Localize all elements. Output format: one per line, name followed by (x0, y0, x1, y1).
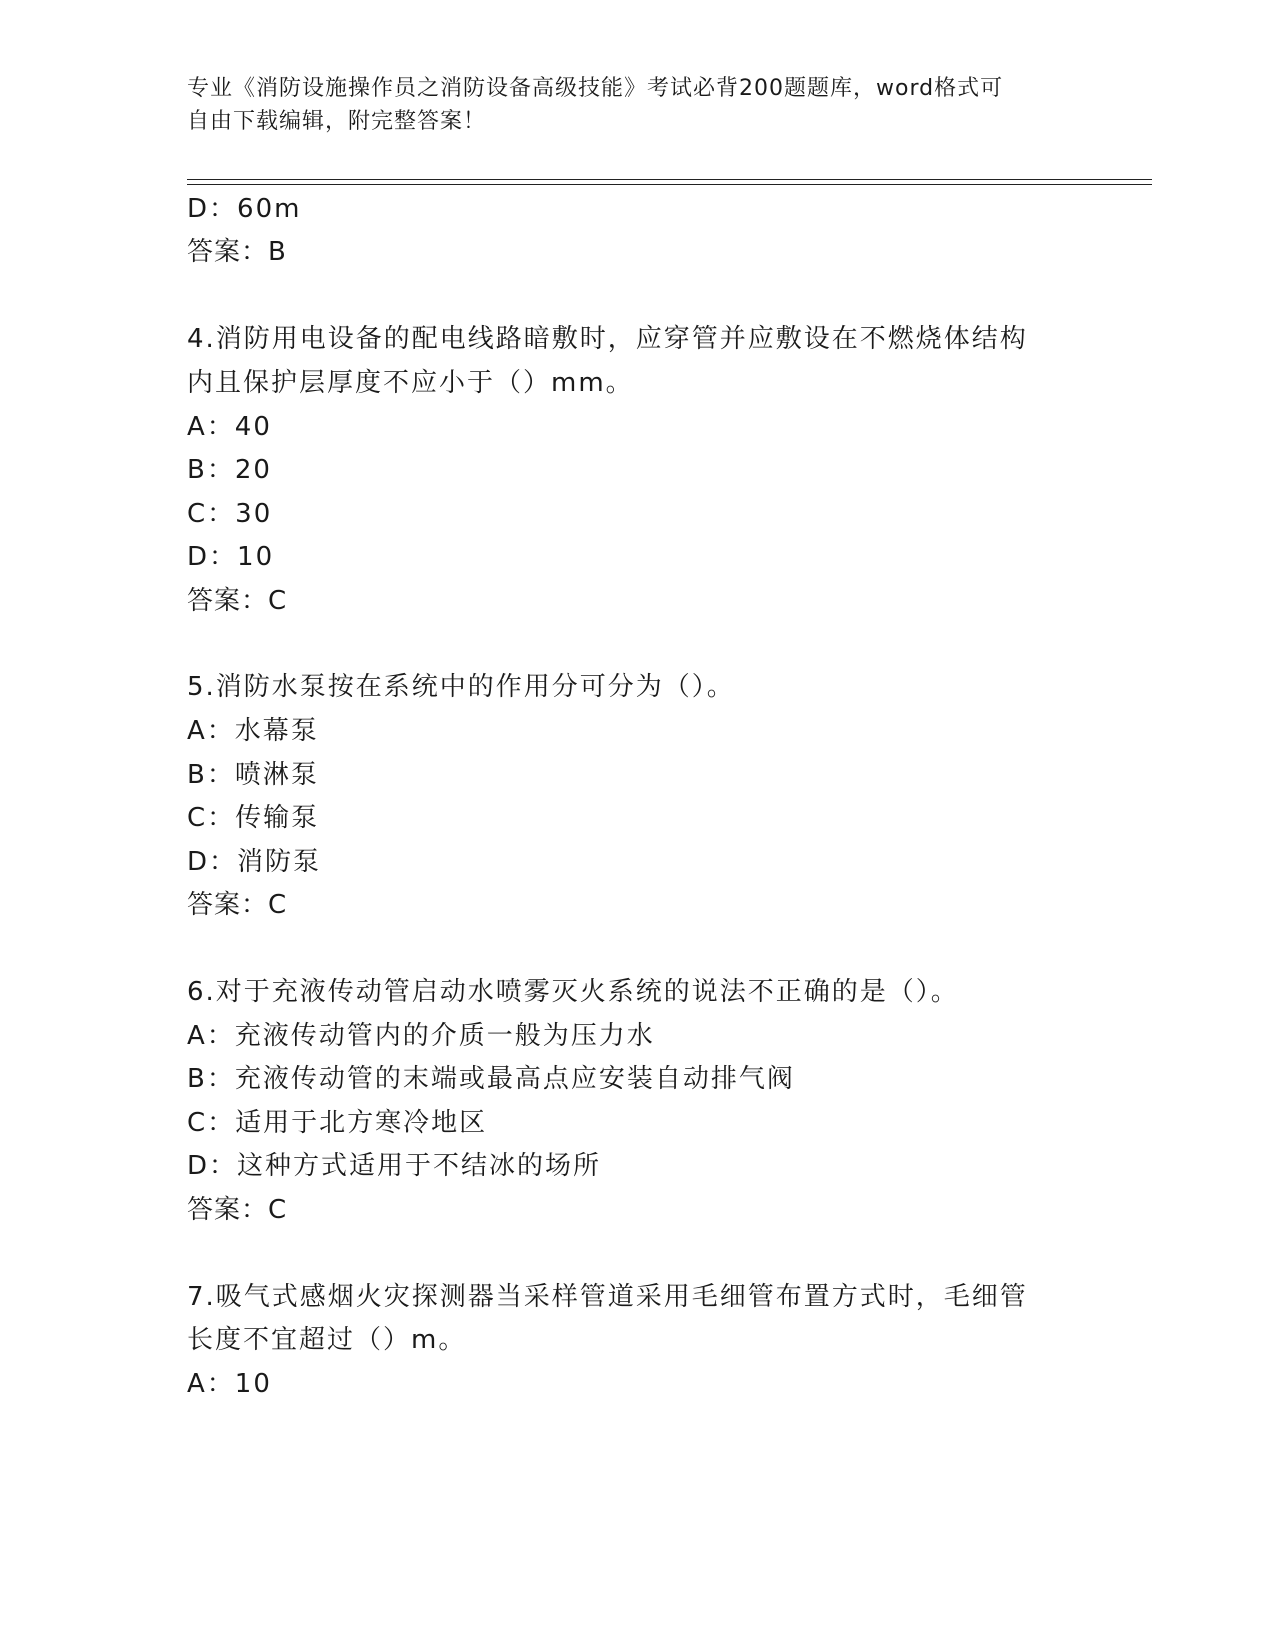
header-line-2: 自由下载编辑，附完整答案！ (187, 109, 487, 134)
answer-line: 答案：B (187, 237, 287, 267)
question-6-option-b: B：充液传动管的末端或最高点应安装自动排气阀 (187, 1064, 795, 1094)
question-4-stem-line-1: 4.消防用电设备的配电线路暗敷时，应穿管并应敷设在不燃烧体结构 (187, 324, 1028, 354)
question-6-stem: 6.对于充液传动管启动水喷雾灭火系统的说法不正确的是（）。 (187, 977, 959, 1007)
header-line-1: 专业《消防设施操作员之消防设备高级技能》考试必背200题题库，word格式可 (187, 76, 1004, 101)
question-6-option-c: C：适用于北方寒冷地区 (187, 1108, 488, 1138)
question-4-answer: 答案：C (187, 586, 288, 616)
question-5-option-c: C：传输泵 (187, 803, 320, 833)
question-5-stem: 5.消防水泵按在系统中的作用分可分为（）。 (187, 672, 735, 702)
question-6-answer: 答案：C (187, 1195, 288, 1225)
question-7-stem-line-1: 7.吸气式感烟火灾探测器当采样管道采用毛细管布置方式时，毛细管 (187, 1282, 1028, 1312)
question-5-option-d: D：消防泵 (187, 847, 322, 877)
option-d: D：60m (187, 194, 302, 224)
question-6-option-a: A：充液传动管内的介质一般为压力水 (187, 1021, 655, 1051)
question-4-option-d: D：10 (187, 542, 275, 572)
question-6-option-d: D：这种方式适用于不结冰的场所 (187, 1151, 602, 1181)
question-4-stem-line-2: 内且保护层厚度不应小于（）mm。 (187, 368, 634, 398)
question-5-option-a: A：水幕泵 (187, 716, 319, 746)
question-4-option-c: C：30 (187, 499, 273, 529)
question-4-option-b: B：20 (187, 455, 272, 485)
question-5-option-b: B：喷淋泵 (187, 760, 319, 790)
question-7-option-a: A：10 (187, 1369, 272, 1399)
header-divider-top (187, 179, 1152, 180)
question-5-answer: 答案：C (187, 890, 288, 920)
question-7-stem-line-2: 长度不宜超过（）m。 (187, 1325, 467, 1355)
header-divider-bottom (187, 184, 1152, 185)
document-header (187, 72, 1067, 138)
question-4-option-a: A：40 (187, 412, 272, 442)
